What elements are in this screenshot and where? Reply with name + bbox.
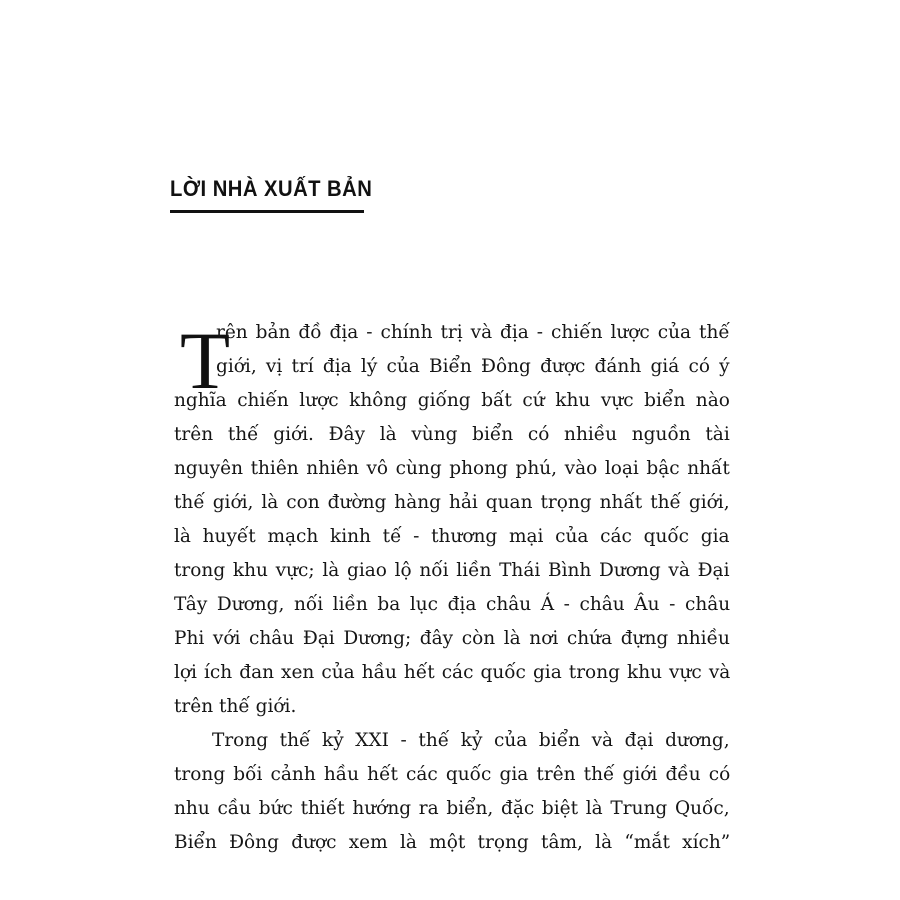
text-line: giới, vị trí địa lý của Biển Đông được đánh giá có ý — [216, 356, 730, 377]
text-line: nghĩa chiến lược không giống bất cứ khu vực biển nào — [174, 390, 730, 411]
text-line: rên bản đồ địa - chính trị và địa - chiến lược của thế — [216, 322, 730, 343]
heading-underline — [170, 210, 364, 213]
text-line: trong bối cảnh hầu hết các quốc gia trên thế giới đều có — [174, 764, 731, 785]
text-line: Tây Dương, nối liền ba lục địa châu Á - châu Âu - châu — [174, 594, 731, 615]
text-line: nhu cầu bức thiết hướng ra biển, đặc biệt là Trung Quốc, — [174, 798, 730, 819]
page-heading: LỜI NHÀ XUẤT BẢN — [170, 176, 373, 201]
text-line: Biển Đông được xem là một trọng tâm, là “mắt xích” — [174, 832, 731, 853]
text-line: trong khu vực; là giao lộ nối liền Thái Bình Dương và Đại — [174, 560, 730, 581]
text-line: thế giới, là con đường hàng hải quan trọng nhất thế giới, — [174, 492, 730, 513]
paragraph-2-first-line: Trong thế kỷ XXI - thế kỷ của biển và đại dương, — [212, 730, 730, 751]
text-line: nguyên thiên nhiên vô cùng phong phú, vào loại bậc nhất — [174, 458, 730, 479]
text-line: lợi ích đan xen của hầu hết các quốc gia trong khu vực và — [174, 662, 731, 683]
text-line: là huyết mạch kinh tế - thương mại của các quốc gia — [174, 526, 730, 547]
text-line: Phi với châu Đại Dương; đây còn là nơi chứa đựng nhiều — [174, 628, 730, 649]
text-line: trên thế giới. Đây là vùng biển có nhiều nguồn tài — [174, 424, 730, 445]
drop-cap: T — [180, 315, 231, 406]
text-line: trên thế giới. — [174, 696, 297, 717]
